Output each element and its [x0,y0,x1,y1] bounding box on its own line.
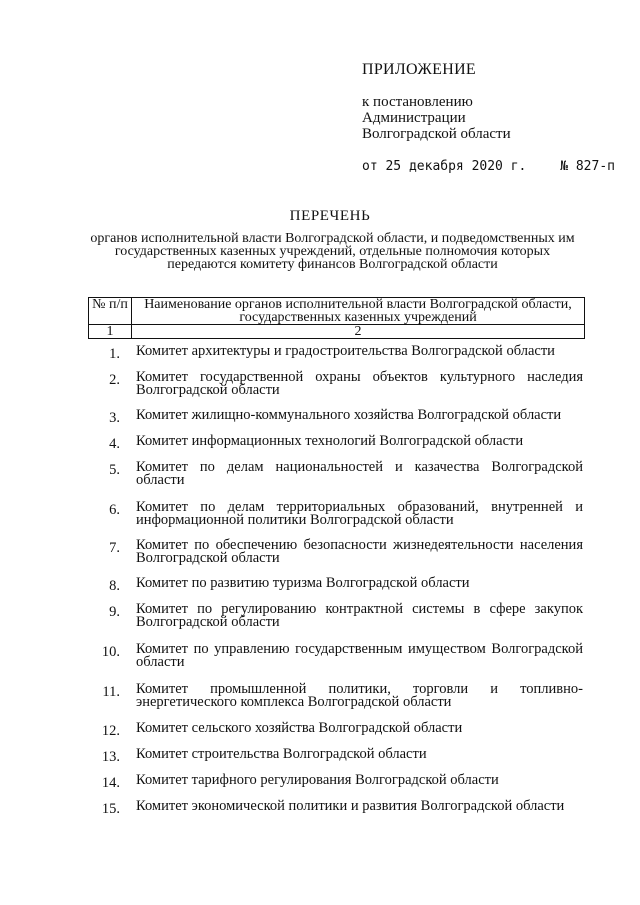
document-subtitle: органов исполнительной власти Волгоградской области, и подведомственных им государственных казенных учреждений, отдельные полномочия которых передаются комитету финансов Волгоградской области [90,231,575,272]
item-text: Комитет по делам территориальных образований, внутренней и информационной политики Волгоградской области [136,499,583,528]
item-number: 9. [109,604,120,620]
header-index-2: 2 [132,325,585,339]
appendix-date-row [362,159,615,175]
item-text: Комитет жилищно-коммунального хозяйства Волгоградской области [136,407,562,423]
item-number: 4. [109,436,120,452]
header-index-row [89,325,585,339]
item-text: Комитет промышленной политики, торговли и топливно-энергетического комплекса Волгоградской области [136,681,583,710]
appendix-line-3: Волгоградской области [362,126,511,142]
item-number: 13. [101,749,120,765]
item-number: 14. [101,775,120,791]
item-text: Комитет информационных технологий Волгоградской области [136,433,524,449]
item-number: 15. [101,801,120,817]
item-text: Комитет экономической политики и развития Волгоградской области [136,798,565,814]
item-number: 7. [109,540,120,556]
item-text: Комитет тарифного регулирования Волгоградской области [136,772,499,788]
header-number-cell: № п/п [89,298,132,325]
item-number: 2. [109,372,120,388]
item-number: 11. [102,684,120,700]
header-name-cell: Наименование органов исполнительной власти Волгоградской области, государственных казенных учреждений [132,298,585,325]
document-title: ПЕРЕЧЕНЬ [289,208,371,224]
appendix-title: ПРИЛОЖЕНИЕ [362,61,477,78]
item-number: 10. [101,644,120,660]
item-number: 5. [109,462,120,478]
item-text: Комитет по управлению государственным имуществом Волгоградской области [136,641,583,670]
appendix-line-2: Администрации [362,110,466,126]
item-text: Комитет строительства Волгоградской области [136,746,427,762]
item-text: Комитет архитектуры и градостроительства Волгоградской области [136,343,555,359]
item-number: 3. [109,410,120,426]
item-number: 1. [109,346,120,362]
item-number: 8. [109,578,120,594]
appendix-date: от 25 декабря 2020 г. [362,159,527,174]
appendix-number: № 827-п [560,159,615,174]
item-text: Комитет государственной охраны объектов культурного наследия Волгоградской области [136,369,583,398]
item-text: Комитет по регулированию контрактной системы в сфере закупок Волгоградской области [136,601,583,630]
item-number: 6. [109,502,120,518]
item-text: Комитет по делам национальностей и казачества Волгоградской области [136,459,583,488]
item-text: Комитет по развитию туризма Волгоградской области [136,575,470,591]
appendix-block [362,62,615,175]
header-index-1: 1 [89,325,132,339]
header-row [89,298,585,325]
item-text: Комитет сельского хозяйства Волгоградской области [136,720,463,736]
appendix-line-1: к постановлению [362,94,473,110]
list-header-table [88,297,585,339]
item-number: 12. [101,723,120,739]
item-text: Комитет по обеспечению безопасности жизнедеятельности населения Волгоградской области [136,537,583,566]
